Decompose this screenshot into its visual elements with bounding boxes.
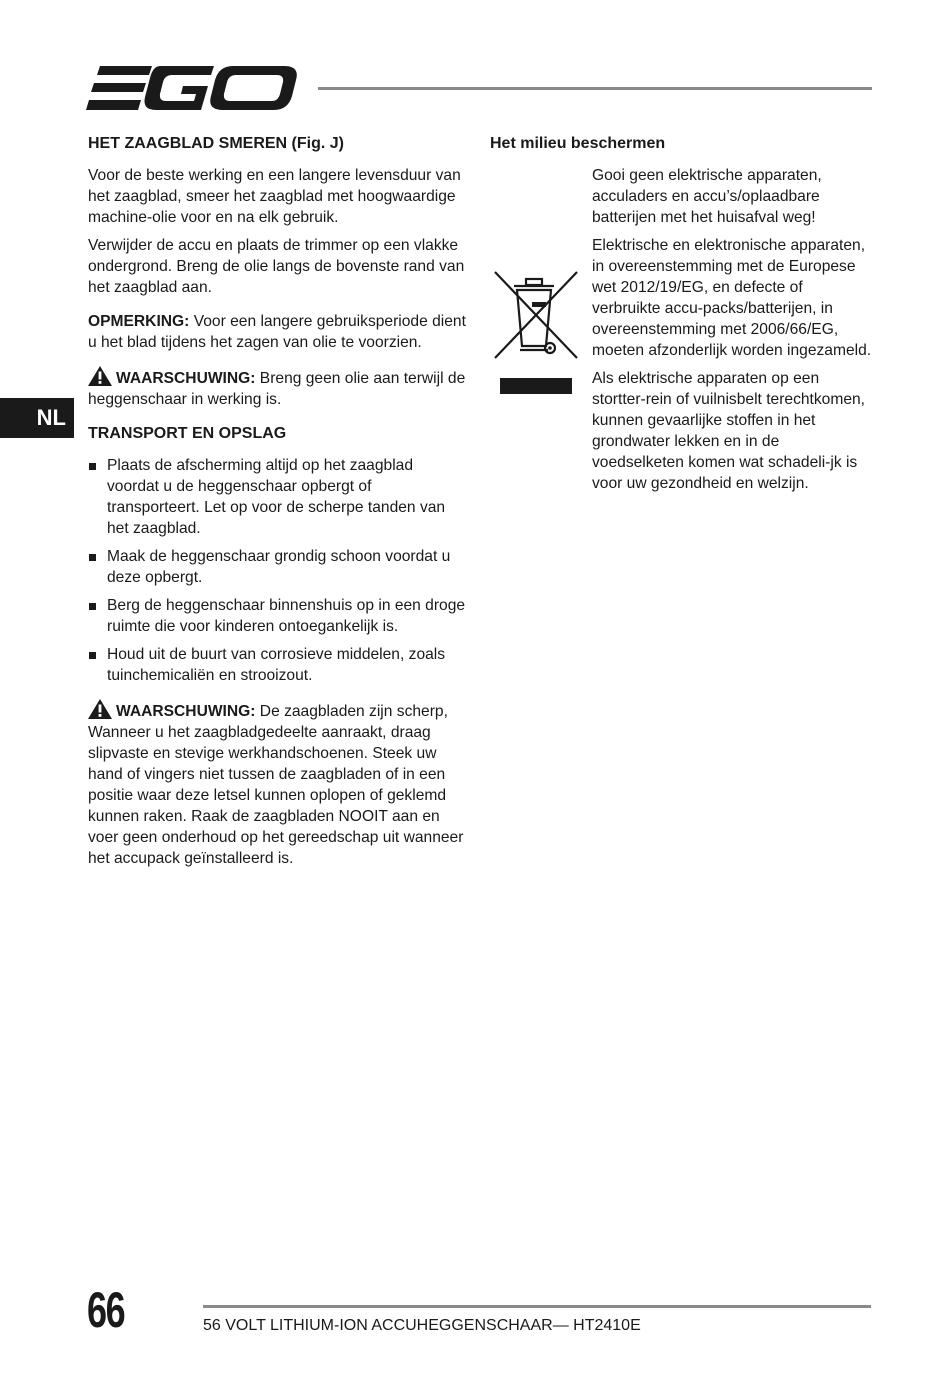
transport-bullet-list — [88, 455, 468, 686]
warning-paragraph-2 — [88, 699, 468, 869]
warning-triangle-icon — [88, 699, 112, 719]
left-column — [88, 133, 468, 876]
header-rule — [318, 87, 872, 90]
note-label: OPMERKING: — [88, 313, 190, 330]
note-text: Voor een langere gebruiksperiode dient u het blad tijdens het zagen van olie te voorzien. — [88, 313, 466, 351]
warning-text-1: Breng geen olie aan terwijl de heggenschaar in werking is. — [88, 370, 466, 408]
warning-label-2: WAARSCHUWING: — [116, 703, 256, 720]
paragraph-lubricate-2: Verwijder de accu en plaats de trimmer op een vlakke ondergrond. Breng de olie langs de bovenste rand van het zaagblad aan. — [88, 237, 465, 296]
page-number: 66 — [87, 1282, 125, 1338]
warning-paragraph-1 — [88, 366, 468, 410]
environment-block — [490, 165, 875, 501]
list-item: Berg de heggenschaar binnenshuis op in een droge ruimte die voor kinderen ontoegankelijk is. — [88, 595, 468, 637]
right-column — [490, 133, 875, 501]
bullet-square-icon — [89, 652, 96, 659]
environment-text — [592, 165, 875, 501]
footer-product-title: 56 VOLT LITHIUM-ION ACCUHEGGENSCHAAR— HT2410E — [203, 1317, 641, 1334]
bullet-square-icon — [89, 554, 96, 561]
note-paragraph — [88, 311, 468, 353]
language-tab: NL — [0, 398, 74, 438]
list-item: Maak de heggenschaar grondig schoon voordat u deze opbergt. — [88, 546, 468, 588]
ego-logo — [86, 64, 298, 112]
warning-triangle-icon — [88, 366, 112, 386]
paragraph-lubricate-1: Voor de beste werking en een langere levensduur van het zaagblad, smeer het zaagblad met hoogwaardige machine-olie voor en na elk gebruik. — [88, 167, 461, 226]
warning-label-1: WAARSCHUWING: — [116, 370, 256, 387]
list-item: Houd uit de buurt van corrosieve middelen, zoals tuinchemicaliën en strooizout. — [88, 644, 468, 686]
bullet-square-icon — [89, 603, 96, 610]
section-heading-transport: TRANSPORT EN OPSLAG — [88, 425, 287, 442]
warning-text-2: De zaagbladen zijn scherp, Wanneer u het zaagbladgedeelte aanraakt, draag slipvaste en stevige werkhandschoenen. Steek uw hand of vingers niet tussen de zaagbladen of in een positie waar deze letsel kunnen oplopen of geklemd kunnen raken. Raak de zaagbladen NOOIT aan en voer geen onderhoud op het gereedschap uit wanneer het accupack geïnstalleerd is. — [88, 703, 464, 867]
crossed-out-bin-icon — [490, 165, 582, 501]
environment-paragraph-1: Gooi geen elektrische apparaten, acculaders en accu’s/oplaadbare batterijen met het huisafval weg! — [592, 167, 822, 226]
section-heading-environment: Het milieu beschermen — [490, 135, 666, 152]
environment-paragraph-2: Elektrische en elektronische apparaten, in overeenstemming met de Europese wet 2012/19/EG, en defecte of verbruikte accu-packs/batterijen, in overeenstemming met 2006/66/EG, moeten afzonderlijk worden ingezameld. — [592, 237, 872, 359]
section-heading-lubricate: HET ZAAGBLAD SMEREN (Fig. J) — [88, 135, 344, 152]
bullet-square-icon — [89, 463, 96, 470]
environment-paragraph-3: Als elektrische apparaten op een stortter-rein of vuilnisbelt terechtkomen, kunnen gevaarlijke stoffen in het grondwater lekken en in de voedselketen komen wat schadeli-jk is voor uw gezondheid en welzijn. — [592, 370, 866, 492]
list-item: Plaats de afscherming altijd op het zaagblad voordat u de heggenschaar opbergt of transporteert. Let op voor de scherpe tanden van het zaagblad. — [88, 455, 468, 539]
footer-rule — [203, 1305, 871, 1308]
